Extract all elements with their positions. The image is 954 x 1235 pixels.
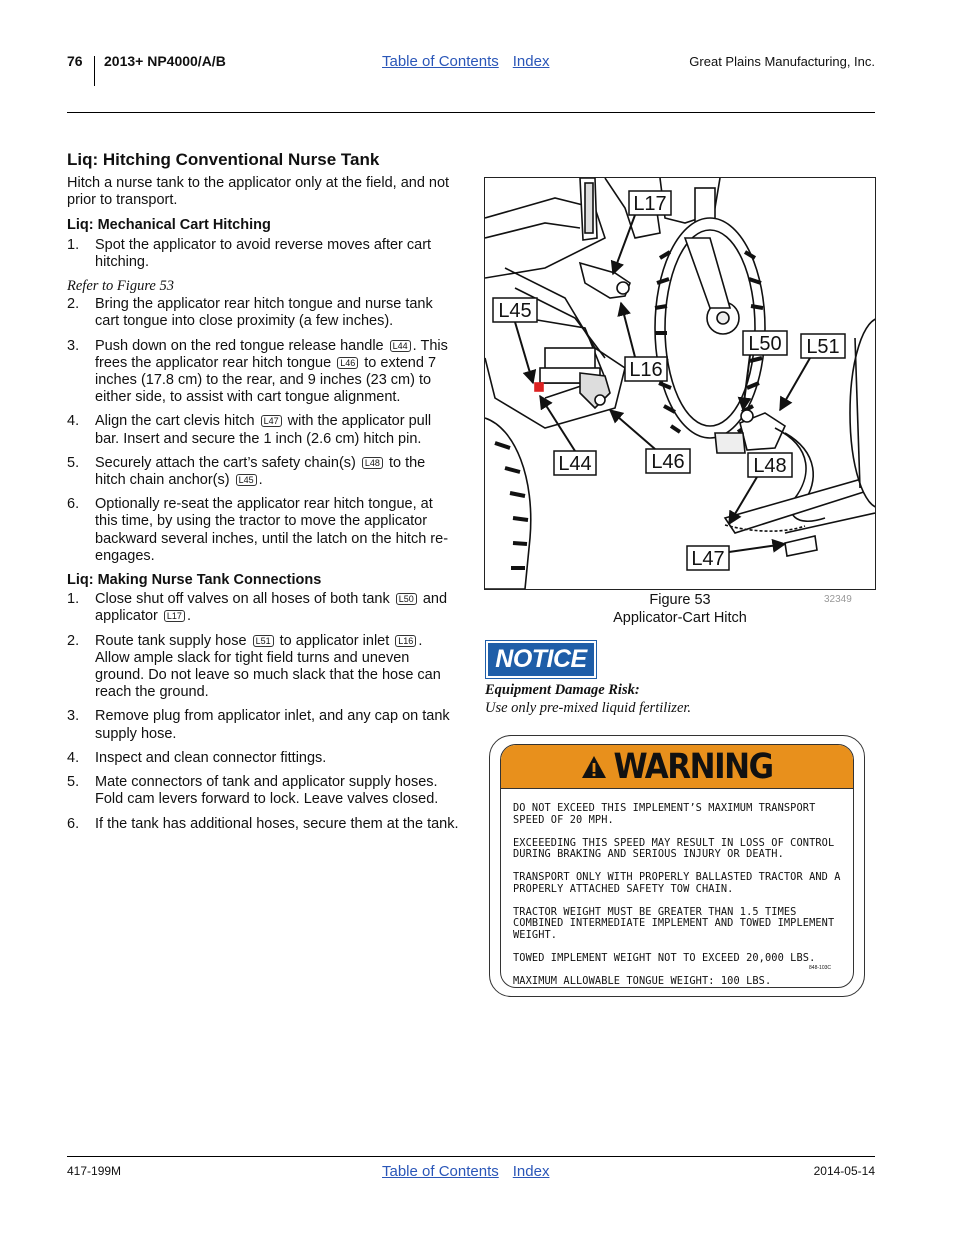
figure-caption (560, 592, 800, 627)
notice-text: Use only pre-mixed liquid fertilizer. (485, 700, 692, 716)
label-l45 (493, 298, 537, 322)
notice-title: Equipment Damage Risk: (485, 682, 640, 698)
intro-text: Hitch a nurse tank to the applicator only at the field, and not prior to transport. (67, 175, 450, 209)
figure-title: Applicator-Cart Hitch (613, 609, 747, 626)
decal-line: DO NOT EXCEED THIS IMPLEMENT’S MAXIMUM TRANSPORT SPEED OF 20 MPH. (513, 802, 816, 826)
instructions-column (67, 149, 459, 840)
warning-header (501, 745, 853, 789)
list-item: 2. Route tank supply hose L51 to applicator inlet L16 . Allow ample slack for tight field turns and uneven ground. Do not leave so much slack that the hose can reach the ground. (67, 632, 441, 701)
callout-l51: L51 (253, 635, 274, 647)
warning-decal (489, 735, 865, 997)
header-divider (94, 56, 95, 86)
callout-l48: L48 (362, 457, 383, 469)
label-l16 (625, 357, 667, 381)
callout-l45: L45 (236, 474, 257, 486)
svg-text:L51: L51 (806, 336, 840, 358)
mechanical-steps-cont (67, 296, 459, 565)
footer-toc-link[interactable]: Table of Contents (382, 1163, 499, 1180)
callout-l44: L44 (390, 340, 411, 352)
connection-steps (67, 591, 459, 832)
callout-l50: L50 (396, 593, 417, 605)
label-l46 (646, 449, 690, 473)
callout-l47: L47 (261, 415, 282, 427)
mechanical-heading: Liq: Mechanical Cart Hitching (67, 217, 271, 234)
list-item: 3. Push down on the red tongue release handle L44 . This frees the applicator rear hitch tongue L46 to extend 7 inches (17.8 cm) to the rear, and 9 inches (23 cm) to either side, to assist with cart tongue alignment. (67, 337, 448, 406)
footer-nav (382, 1163, 549, 1180)
svg-text:L50: L50 (748, 333, 782, 355)
callout-l17: L17 (164, 610, 185, 622)
list-item: 6. Optionally re-seat the applicator rear hitch tongue, at this time, by using the tractor to move the applicator backward several inches, until the latch on the hitch re-engages. (67, 496, 449, 564)
decal-line: EXCEEEDING THIS SPEED MAY RESULT IN LOSS OF CONTROL DURING BRAKING AND SERIOUS INJURY OR DEATH. (513, 836, 835, 860)
label-l44 (554, 451, 596, 475)
mechanical-steps (67, 237, 459, 271)
label-l51 (801, 334, 845, 358)
figure-image-id: 32349 (824, 594, 852, 605)
decal-line: TOWED IMPLEMENT WEIGHT NOT TO EXCEED 20,000 LBS. (513, 951, 816, 964)
company-name: Great Plains Manufacturing, Inc. (689, 54, 875, 69)
list-item: 6. If the tank has additional hoses, secure them at the tank. (67, 815, 459, 832)
connections-heading: Liq: Making Nurse Tank Connections (67, 572, 322, 589)
decal-line: TRANSPORT ONLY WITH PROPERLY BALLASTED TRACTOR AND A PROPERLY ATTACHED SAFETY TOW CHAIN. (513, 871, 841, 895)
label-text: L17 (633, 193, 667, 215)
label-l48 (748, 453, 792, 477)
figure-number: Figure 53 (649, 592, 711, 608)
list-item: 1. Close shut off valves on all hoses of both tank L50 and applicator L17 . (67, 591, 448, 625)
decal-frame (500, 744, 854, 988)
svg-text:L46: L46 (651, 451, 685, 473)
decal-line: TRACTOR WEIGHT MUST BE GREATER THAN 1.5 TIMES COMBINED INTERMEDIATE IMPLEMENT AND TOWED IMPLEMENT WEIGHT. (513, 905, 835, 941)
warning-triangle-icon (581, 755, 607, 779)
list-item: 3. Remove plug from applicator inlet, and any cap on tank supply hose. (67, 708, 450, 742)
decal-part-code: 848-103C (809, 965, 831, 971)
svg-text:L48: L48 (753, 455, 787, 477)
list-item: 5. Mate connectors of tank and applicator supply hoses. Fold cam levers forward to lock. Leave valves closed. (67, 774, 439, 808)
label-l47 (687, 546, 729, 570)
hitch-illustration (485, 178, 875, 589)
header-nav (382, 53, 549, 70)
toc-link[interactable]: Table of Contents (382, 53, 499, 70)
label-l17 (629, 191, 671, 215)
decal-line: MAXIMUM ALLOWABLE TONGUE WEIGHT: 100 LBS. (513, 974, 772, 987)
decal-text (513, 803, 853, 988)
figure-53-image (484, 177, 876, 590)
document-number: 417-199M (67, 1164, 122, 1178)
header-rule (67, 112, 875, 113)
publication-date: 2014-05-14 (813, 1164, 875, 1178)
list-item: 4. Align the cart clevis hitch L47 with the applicator pull bar. Insert and secure the 1 inch (2.6 cm) hitch pin. (67, 413, 432, 447)
footer-rule (67, 1156, 875, 1157)
svg-text:L45: L45 (498, 300, 532, 322)
svg-text:L16: L16 (629, 359, 663, 381)
list-item: 5. Securely attach the cart’s safety chain(s) L48 to the hitch chain anchor(s) L45 . (67, 454, 426, 489)
list-item: 1. Spot the applicator to avoid reverse moves after cart hitching. (67, 236, 432, 270)
page-number: 76 (67, 53, 83, 69)
index-link[interactable]: Index (512, 53, 550, 70)
list-item: 4. Inspect and clean connector fittings. (67, 749, 327, 766)
warning-signal-word: WARNING (613, 746, 773, 787)
list-item: 2. Bring the applicator rear hitch tongue and nurse tank cart tongue into close proximity (a few inches). (67, 296, 433, 330)
section-title: Liq: Hitching Conventional Nurse Tank (67, 150, 380, 169)
svg-text:L47: L47 (691, 548, 725, 570)
label-l50 (743, 331, 787, 355)
callout-l46: L46 (337, 357, 358, 369)
notice-badge: NOTICE (486, 641, 596, 678)
callout-l16: L16 (395, 635, 416, 647)
model-name: 2013+ NP4000/A/B (104, 53, 226, 69)
footer-index-link[interactable]: Index (512, 1163, 550, 1180)
svg-text:L44: L44 (558, 453, 592, 475)
figure-reference: Refer to Figure 53 (67, 278, 174, 295)
